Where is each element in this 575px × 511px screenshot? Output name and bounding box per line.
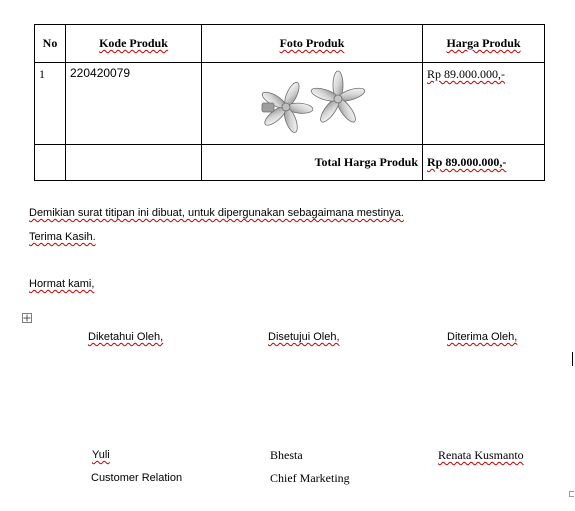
header-kode-produk: Kode Produk [66, 25, 202, 63]
regards-text: Hormat kami, [29, 278, 95, 290]
closing-paragraph: Demikian surat titipan ini dibuat, untuk dipergunakan sebagaimana mestinya. [29, 207, 404, 219]
signature-role-diketahui: Diketahui Oleh, [88, 331, 164, 343]
cell-kode: 220420079 [66, 63, 202, 145]
thanks-text: Terima Kasih. [29, 231, 96, 243]
signature-role-diterima: Diterima Oleh, [447, 331, 518, 343]
earring-product-photo [252, 65, 372, 139]
header-harga-produk: Harga Produk [423, 25, 545, 63]
table-header-row [35, 25, 545, 63]
total-empty-no [35, 145, 66, 181]
header-foto-produk: Foto Produk [202, 25, 423, 63]
resize-handle[interactable] [569, 491, 574, 497]
signature-name-yuli: Yuli [92, 449, 110, 461]
signature-name-renata: Renata Kusmanto [438, 448, 524, 462]
signature-name-bhesta: Bhesta [270, 448, 303, 462]
cell-foto [202, 63, 423, 145]
signature-role-disetujui: Disetujui Oleh, [268, 331, 340, 343]
table-total-row [35, 145, 545, 181]
table-move-handle[interactable] [22, 313, 32, 323]
signature-position-chief-marketing: Chief Marketing [270, 471, 350, 485]
cell-harga: Rp 89.000.000,- [423, 63, 545, 145]
product-table [34, 24, 545, 181]
total-label: Total Harga Produk [202, 145, 423, 181]
table-row [35, 63, 545, 145]
total-value: Rp 89.000.000,- [423, 145, 545, 181]
text-cursor [572, 352, 573, 366]
total-empty-kode [66, 145, 202, 181]
header-no: No [35, 25, 66, 63]
signature-position-customer-relation: Customer Relation [91, 472, 183, 484]
move-icon [23, 314, 31, 322]
cell-no: 1 [35, 63, 66, 145]
